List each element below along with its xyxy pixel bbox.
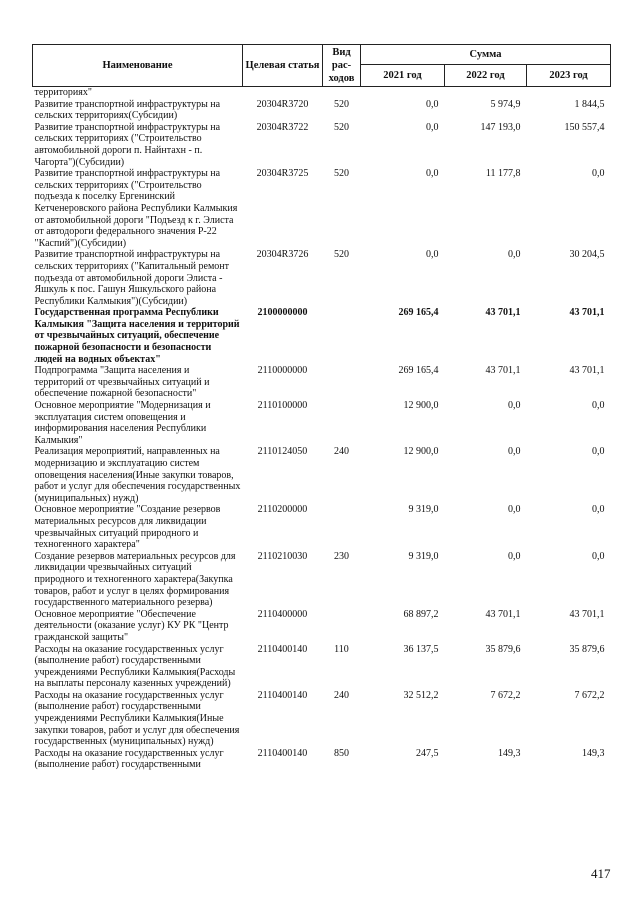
vid-cell: 520 <box>334 121 349 133</box>
vid-cell: 520 <box>334 168 349 180</box>
table-row <box>33 644 611 690</box>
sum-2022-cell: 7 672,2 <box>490 689 521 701</box>
table-row <box>33 249 611 307</box>
sum-2021-cell: 68 897,2 <box>403 608 439 620</box>
sum-2022-cell: 35 879,6 <box>485 643 521 655</box>
table-row <box>33 307 611 365</box>
code-cell: 2110100000 <box>257 400 308 412</box>
sum-2022-cell: 0,0 <box>508 446 521 458</box>
name-cell: территориях" <box>34 87 92 98</box>
code-cell: 20304R3726 <box>256 249 309 261</box>
header-2022: 2022 год <box>445 65 527 87</box>
name-cell: Основное мероприятие "Создание резервов материальных ресурсов для ликвидации чрезвычайных ситуаций природного и техногенного характера" <box>34 504 221 551</box>
sum-2023-cell: 0,0 <box>592 504 605 516</box>
sum-2023-cell: 1 844,5 <box>574 98 605 110</box>
name-cell: Расходы на оказание государственных услуг (выполнение работ) государственными учреждениями Республики Калмыкия(Расходы на выплаты персоналу казенных учреждений) <box>34 643 236 690</box>
code-cell: 2110400000 <box>257 608 308 620</box>
code-cell: 20304R3725 <box>256 168 309 180</box>
sum-2023-cell: 43 701,1 <box>569 608 605 620</box>
name-cell: Подпрограмма "Защита населения и территорий от чрезвычайных ситуаций и обеспечение пожарной безопасности" <box>34 365 210 400</box>
table-row <box>33 609 611 644</box>
table-row <box>33 504 611 550</box>
sum-2021-cell: 9 319,0 <box>408 550 439 562</box>
name-cell: Создание резервов материальных ресурсов для ликвидации чрезвычайных ситуаций природного и техногенного характера(Закупка товаров, работ и услуг в целях формирования государственного материального резерва) <box>34 550 236 609</box>
budget-table-page <box>32 44 610 771</box>
header-name: Наименование <box>33 45 243 87</box>
table-header <box>33 45 611 87</box>
vid-cell: 240 <box>334 446 349 458</box>
table-row <box>33 551 611 609</box>
table-row <box>33 400 611 446</box>
name-cell: Основное мероприятие "Модернизация и эксплуатация систем оповещения и информирования населения Республики Калмыкия" <box>34 400 211 446</box>
name-cell: Развитие транспортной инфраструктуры на сельских территориях ("Строительство автомобильной дороги п. Найнтахн - п. Чагорта")(Субсидии) <box>34 121 221 168</box>
sum-2023-cell: 43 701,1 <box>569 365 605 377</box>
sum-2023-cell: 35 879,6 <box>569 643 605 655</box>
sum-2022-cell: 43 701,1 <box>485 307 521 319</box>
sum-2021-cell: 0,0 <box>426 98 439 110</box>
code-cell <box>243 87 323 99</box>
table-row <box>33 365 611 400</box>
code-cell: 2110400140 <box>257 747 308 759</box>
table-row <box>33 122 611 168</box>
name-cell: Развитие транспортной инфраструктуры на сельских территориях(Субсидии) <box>34 98 221 122</box>
sum-2022-cell: 147 193,0 <box>480 121 521 133</box>
sum-2021-cell: 269 165,4 <box>398 307 439 319</box>
name-cell: Расходы на оказание государственных услуг (выполнение работ) государственными <box>34 747 224 771</box>
vid-cell <box>323 87 361 99</box>
vid-cell: 850 <box>334 747 349 759</box>
sum-2023-cell: 149,3 <box>582 747 605 759</box>
code-cell: 2110124050 <box>257 446 308 458</box>
sum-2022-cell: 0,0 <box>508 550 521 562</box>
vid-cell: 110 <box>334 643 349 655</box>
sum-2021-cell: 0,0 <box>426 168 439 180</box>
sum-2023-cell: 0,0 <box>592 446 605 458</box>
name-cell: Реализация мероприятий, направленных на модернизацию и эксплуатацию систем оповещения населения(Иные закупки товаров, работ и услуг для обеспечения государственных (муниципальных) нужд) <box>34 446 241 504</box>
sum-2023-cell: 30 204,5 <box>569 249 605 261</box>
header-2021: 2021 год <box>361 65 445 87</box>
sum-2023-cell <box>527 87 611 99</box>
sum-2021-cell: 9 319,0 <box>408 504 439 516</box>
sum-2022-cell: 5 974,9 <box>490 98 521 110</box>
name-cell: Основное мероприятие "Обеспечение деятельности (оказание услуг) КУ РК "Центр гражданской защиты" <box>34 608 229 643</box>
vid-cell: 520 <box>334 98 349 110</box>
sum-2023-cell: 0,0 <box>592 400 605 412</box>
sum-2022-cell: 43 701,1 <box>485 608 521 620</box>
sum-2022-cell: 0,0 <box>508 504 521 516</box>
budget-table <box>32 44 611 771</box>
sum-2022-cell: 0,0 <box>508 400 521 412</box>
table-row <box>33 446 611 504</box>
sum-2023-cell: 0,0 <box>592 168 605 180</box>
sum-2022-cell: 11 177,8 <box>485 168 521 180</box>
code-cell: 20304R3720 <box>256 98 309 110</box>
vid-cell <box>323 365 361 400</box>
table-row <box>33 690 611 748</box>
vid-cell: 230 <box>334 550 349 562</box>
vid-cell <box>323 307 361 365</box>
name-cell: Развитие транспортной инфраструктуры на сельских территориях ("Капитальный ремонт подъезда от автомобильной дороги Элиста - Яшкуль к пос. Гашун Яшкульского района Республики Калмыкия")(Субсидии) <box>34 249 229 307</box>
code-cell: 2110210030 <box>257 550 308 562</box>
sum-2021-cell: 0,0 <box>426 121 439 133</box>
sum-2021-cell: 247,5 <box>416 747 439 759</box>
vid-cell <box>323 400 361 446</box>
vid-cell: 240 <box>334 689 349 701</box>
name-cell: Государственная программа Республики Калмыкия "Защита населения и территорий от чрезвычайных ситуаций, обеспечение пожарной безопасности и безопасности людей на водных объектах" <box>34 307 240 365</box>
sum-2023-cell: 0,0 <box>592 550 605 562</box>
vid-cell <box>323 609 361 644</box>
sum-2021-cell: 12 900,0 <box>403 446 439 458</box>
table-body <box>33 87 611 772</box>
code-cell: 20304R3722 <box>256 121 309 133</box>
header-2023: 2023 год <box>527 65 611 87</box>
vid-cell <box>323 504 361 550</box>
sum-2023-cell: 7 672,2 <box>574 689 605 701</box>
sum-2023-cell: 150 557,4 <box>564 121 605 133</box>
code-cell: 2100000000 <box>257 307 308 319</box>
table-row <box>33 87 611 99</box>
header-vid: Вид рас-ходов <box>323 45 361 87</box>
sum-2021-cell: 36 137,5 <box>403 643 439 655</box>
code-cell: 2110000000 <box>257 365 308 377</box>
sum-2021-cell: 269 165,4 <box>398 365 439 377</box>
sum-2022-cell: 43 701,1 <box>485 365 521 377</box>
header-target: Целевая статья <box>243 45 323 87</box>
vid-cell: 520 <box>334 249 349 261</box>
code-cell: 2110400140 <box>257 689 308 701</box>
name-cell: Развитие транспортной инфраструктуры на сельских территориях ("Строительство подъезда к поселку Ергенинский Кетченеровского района Республики Калмыкия от автомобильной дороги "Подъезд к г. Элиста от автодороги федерального значения Р-22 "Каспий")(Субсидии) <box>34 168 238 249</box>
sum-2021-cell: 0,0 <box>426 249 439 261</box>
table-row <box>33 99 611 122</box>
table-row <box>33 748 611 771</box>
sum-2021-cell <box>361 87 445 99</box>
sum-2022-cell <box>445 87 527 99</box>
header-sum: Сумма <box>361 45 611 65</box>
sum-2021-cell: 12 900,0 <box>403 400 439 412</box>
code-cell: 2110200000 <box>257 504 308 516</box>
sum-2022-cell: 0,0 <box>508 249 521 261</box>
table-row <box>33 168 611 249</box>
code-cell: 2110400140 <box>257 643 308 655</box>
sum-2022-cell: 149,3 <box>498 747 521 759</box>
name-cell: Расходы на оказание государственных услуг (выполнение работ) государственными учреждениями Республики Калмыкия(Иные закупки товаров, работ и услуг для обеспечения государственных (муниципальных) нужд) <box>34 689 240 748</box>
sum-2023-cell: 43 701,1 <box>569 307 605 319</box>
page-number: 417 <box>591 866 611 881</box>
sum-2021-cell: 32 512,2 <box>403 689 439 701</box>
